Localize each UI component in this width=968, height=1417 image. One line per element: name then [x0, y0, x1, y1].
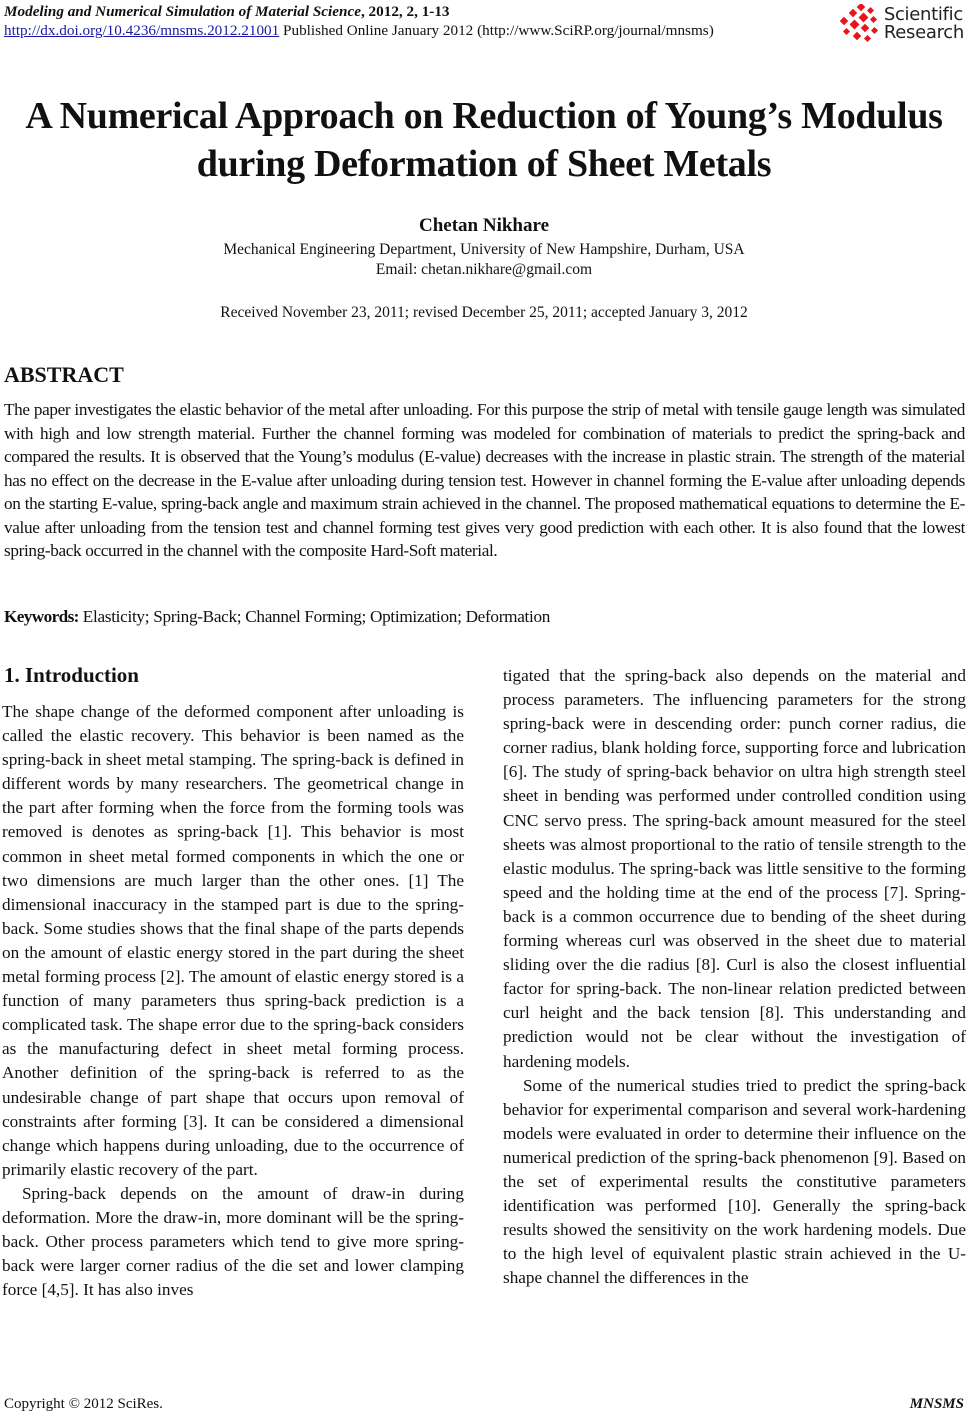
title-line-1: A Numerical Approach on Reduction of Young’s Modulus — [25, 95, 943, 137]
right-column — [503, 664, 966, 1290]
journal-volume: , 2012, 2, 1-13 — [360, 3, 450, 20]
paper-title — [0, 92, 968, 188]
intro-paragraph-4: Some of the numerical studies tried to predict the spring-back behavior for experimental comparison and several work-hardening models were evaluated in order to determine their influence on the numerical prediction of the spring-back phenomenon [9]. Based on the set of experimental results the constitutive parameters identification was performed [10]. Generally the spring-back results showed the sensitivity on the work hardening models. Due to the high level of equivalent plastic strain achieved in the U-shape channel the differences in the — [503, 1075, 966, 1288]
keywords-label: Keywords: — [4, 607, 79, 626]
publication-dates: Received November 23, 2011; revised December 25, 2011; accepted January 3, 2012 — [220, 304, 748, 321]
page-header — [4, 2, 964, 46]
keywords — [4, 605, 550, 628]
intro-paragraph-3: tigated that the spring-back also depends on the material and process parameters. The influencing parameters for the strong spring-back were in descending order: punch corner radius, die corner radius, blank holding force, supporting force and lubrication [6]. The study of spring-back behavior on ultra high strength steel sheet in bending was performed under controlled condition using CNC servo press. The spring-back amount measured for the steel sheets was almost proportional to the ratio of tensile strength to the elastic modulus. The spring-back was little sensitive to the forming speed and the holding time at the end of the process [7]. Spring-back is a common occurrence due to bending of the sheet during forming whereas curl was observed in the sheet due to material sliding over the die radius [8]. Curl is also the closest influential factor for spring-back. The non-linear relation predicted between curl height and the back tension [8]. This understanding and prediction would not be clear without the investigation of hardening models. — [503, 666, 966, 1071]
footer-copyright: Copyright © 2012 SciRes. — [4, 1396, 163, 1412]
abstract-text: The paper investigates the elastic behavior of the metal after unloading. For this purpose the strip of metal with tensile gauge length was simulated with high and low strength material. Further the channel forming was modeled for combination of materials to predict the spring-back and compared the results. It is observed that the Young’s modulus (E-value) decreases with the increase in plastic strain. The strength of the material has no effect on the decrease in the E-value after unloading during tension test. However in channel forming the E-value after unloading depends on the starting E-value, spring-back angle and maximum strain achieved in the channel. The proposed mathematical equations to determine the E-value after unloading from the tension test and channel forming test gives very good prediction with each other. It is also found that the lowest spring-back occurred in the channel with the composite Hard-Soft material. — [4, 400, 965, 560]
intro-paragraph-1: The shape change of the deformed component after unloading is called the elastic recovery. This behavior is been named as the spring-back in sheet metal stamping. The spring-back is defined in different words by many researchers. The geometrical change in the part after forming when the force from the forming tools was removed is denotes as spring-back [1]. This behavior is most common in sheet metal formed components in which the one or two dimensions are much larger than the other ones. [1] The dimensional inaccuracy in the stamped part is due to the spring-back. Some studies shows that the final shape of the parts depends on the amount of elastic energy stored in the part during the sheet metal forming process [2]. The amount of elastic energy stored is a function of many parameters thus spring-back prediction is a complicated task. The shape error due to the spring-back considers as the manufacturing defect in sheet metal forming process. Another definition of the spring-back is referred to as the undesirable change of part shape that occurs upon removal of constraints after forming [3]. It can be considered a dimensional change which happens during unloading, due to the occurrence of primarily elastic recovery of the part. — [2, 702, 464, 1179]
title-line-2: during Deformation of Sheet Metals — [196, 143, 772, 185]
logo-line-1: Scientific — [883, 4, 963, 25]
journal-name: Modeling and Numerical Simulation of Material Science — [4, 3, 361, 20]
published-online-text: Published Online January 2012 (http://www.SciRP.org/journal/mnsms) — [279, 22, 714, 39]
author-affiliation: Mechanical Engineering Department, University of New Hampshire, Durham, USA — [223, 241, 745, 258]
keywords-list: Elasticity; Spring-Back; Channel Forming; Optimization; Deformation — [78, 607, 551, 626]
author-email: Email: chetan.nikhare@gmail.com — [375, 261, 593, 278]
footer-journal-abbrev: MNSMS — [909, 1396, 964, 1412]
section-heading-introduction: 1. Introduction — [4, 663, 139, 687]
doi-link[interactable]: http://dx.doi.org/10.4236/mnsms.2012.21001 — [4, 22, 280, 39]
doi-line — [4, 21, 964, 43]
logo-line-2: Research — [883, 22, 964, 43]
publisher-logo — [838, 2, 964, 46]
logo-wordmark — [884, 6, 964, 42]
journal-citation — [4, 2, 964, 21]
scientific-research-diamond-logo-icon — [838, 4, 882, 44]
abstract-heading: ABSTRACT — [4, 362, 124, 387]
author-name: Chetan Nikhare — [418, 215, 550, 236]
left-column — [2, 700, 464, 1302]
intro-paragraph-2: Spring-back depends on the amount of draw-in during deformation. More the draw-in, more dominant will be the spring-back. Other process parameters which tend to give more spring-back were larger corner radius of the die set and lower clamping force [4,5]. It has also inves — [2, 1183, 464, 1300]
